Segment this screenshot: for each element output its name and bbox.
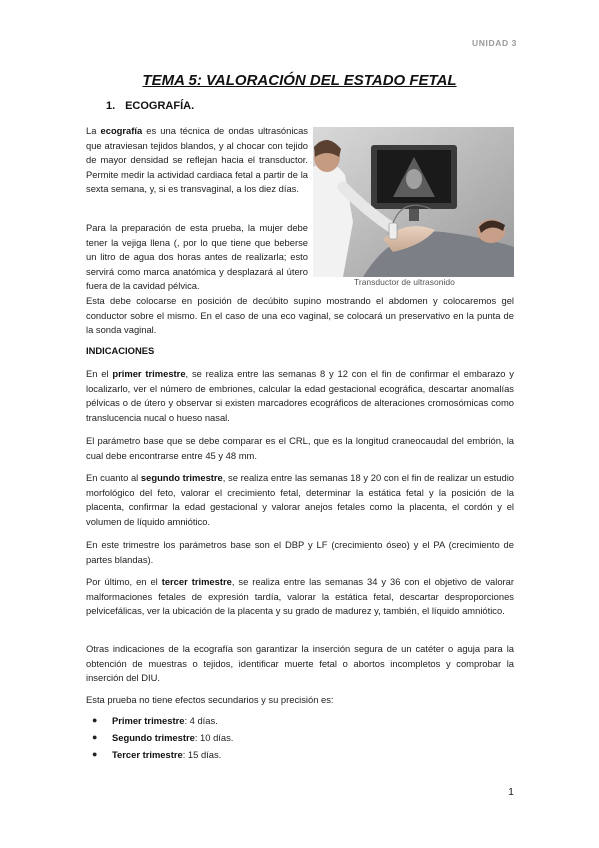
- precision-list: [86, 712, 233, 763]
- list-item-term: Segundo trimestre: [112, 732, 195, 743]
- section-heading: [106, 100, 194, 112]
- text-run: En cuanto al: [86, 472, 141, 483]
- preparation-continuation: Esta debe colocarse en posición de decúbito supino mostrando el abdomen y colocaremos gel conductor sobre el mismo. En el caso de una eco vaginal, se colocará un preservativo en la punta de la sonda vaginal.: [86, 295, 514, 336]
- term-ecografia: ecografía: [100, 125, 143, 136]
- term-first-trimester: primer trimestre: [112, 368, 186, 379]
- bullet-icon: ●: [92, 732, 98, 742]
- list-item: [86, 729, 233, 746]
- term-second-trimester: segundo trimestre: [140, 472, 223, 483]
- list-item: [86, 712, 233, 729]
- list-item-term: Primer trimestre: [112, 715, 185, 726]
- text-run: En el: [86, 368, 113, 379]
- term-third-trimester: tercer trimestre: [161, 576, 232, 587]
- crl-paragraph: El parámetro base que se debe comparar es el CRL, que es la longitud craneocaudal del embrión, la cual debe encontrarse entre 45 y 48 mm.: [86, 435, 514, 461]
- text-run: , se realiza entre las semanas 34 y 36 con el objetivo de valorar malformaciones fetales de expresión tardía, valorar la estática fetal, descartar desproporciones pelvicefálicas, ver la ubicación de la placenta y su grado de madurez y, también, el líquido amniótico.: [86, 576, 514, 617]
- unit-header: UNIDAD 3: [472, 38, 517, 48]
- other-indications-paragraph: Otras indicaciones de la ecografía son garantizar la inserción segura de un catéter o aguja para la obtención de muestras o tejidos, identificar muerte fetal o abortos incompletos y comprobar la inserción del DIU.: [86, 643, 514, 684]
- list-item-value: : 4 días.: [184, 715, 218, 726]
- list-item: [86, 746, 233, 763]
- text-run: es una técnica de ondas ultrasónicas que atraviesan tejidos blandos, y al chocar con tejido de mayor densidad se reflejan hacia el transductor. Permite medir la actividad cardiaca fetal a partir de la sexta semana, y, si es transvaginal, a los diez días.: [86, 125, 308, 195]
- second-trimester-params: En este trimestre los parámetros base son el DBP y LF (crecimiento óseo) y el PA (crecimiento de partes blandas).: [86, 539, 514, 565]
- page-number: 1: [508, 786, 514, 798]
- text-run: Por último, en el: [86, 576, 162, 587]
- intro-paragraph: [86, 124, 308, 197]
- text-run: , se realiza entre las semanas 18 y 20 con el fin de realizar un estudio morfológico del feto, valorar el crecimiento fetal, determinar la estática fetal y la posición de la placenta, confirmar la edad gestacional y valorar anejos fetales como la placenta, el cordón y el volumen de líquido amniótico.: [86, 472, 514, 527]
- precision-intro: Esta prueba no tiene efectos secundarios y su precisión es:: [86, 694, 334, 705]
- bullet-icon: ●: [92, 749, 98, 759]
- text-run: La: [86, 125, 101, 136]
- list-item-value: : 10 días.: [194, 732, 234, 743]
- page-title: TEMA 5: VALORACIÓN DEL ESTADO FETAL: [142, 72, 457, 89]
- first-trimester-paragraph: [86, 367, 514, 425]
- preparation-paragraph: Para la preparación de esta prueba, la mujer debe tener la vejiga llena (, por lo que tiene que beberse un litro de agua dos horas antes de realizarla; esto servirá como marca anatómica y desplazará al útero fuera de la cavidad pélvica.: [86, 222, 308, 292]
- indicaciones-heading: INDICACIONES: [86, 345, 155, 356]
- ultrasound-image: [313, 127, 514, 299]
- text-run: , se realiza entre las semanas 8 y 12 con el fin de confirmar el embarazo y localizarlo, ver el número de embriones, calcular la edad gestacional ecográfica, descartar anomalías pélvicas o de útero y observar si existen marcadores ecográficos de alteraciones cromosómicas como translucencia nucal o hueso nasal.: [86, 368, 514, 423]
- list-item-value: : 15 días.: [182, 749, 222, 760]
- section-title: ECOGRAFÍA.: [125, 100, 195, 112]
- figure-caption: Transductor de ultrasonido: [354, 277, 455, 287]
- third-trimester-paragraph: [86, 575, 514, 619]
- list-item-term: Tercer trimestre: [112, 749, 183, 760]
- second-trimester-paragraph: [86, 471, 514, 529]
- section-number: 1.: [106, 100, 116, 112]
- bullet-icon: ●: [92, 715, 98, 725]
